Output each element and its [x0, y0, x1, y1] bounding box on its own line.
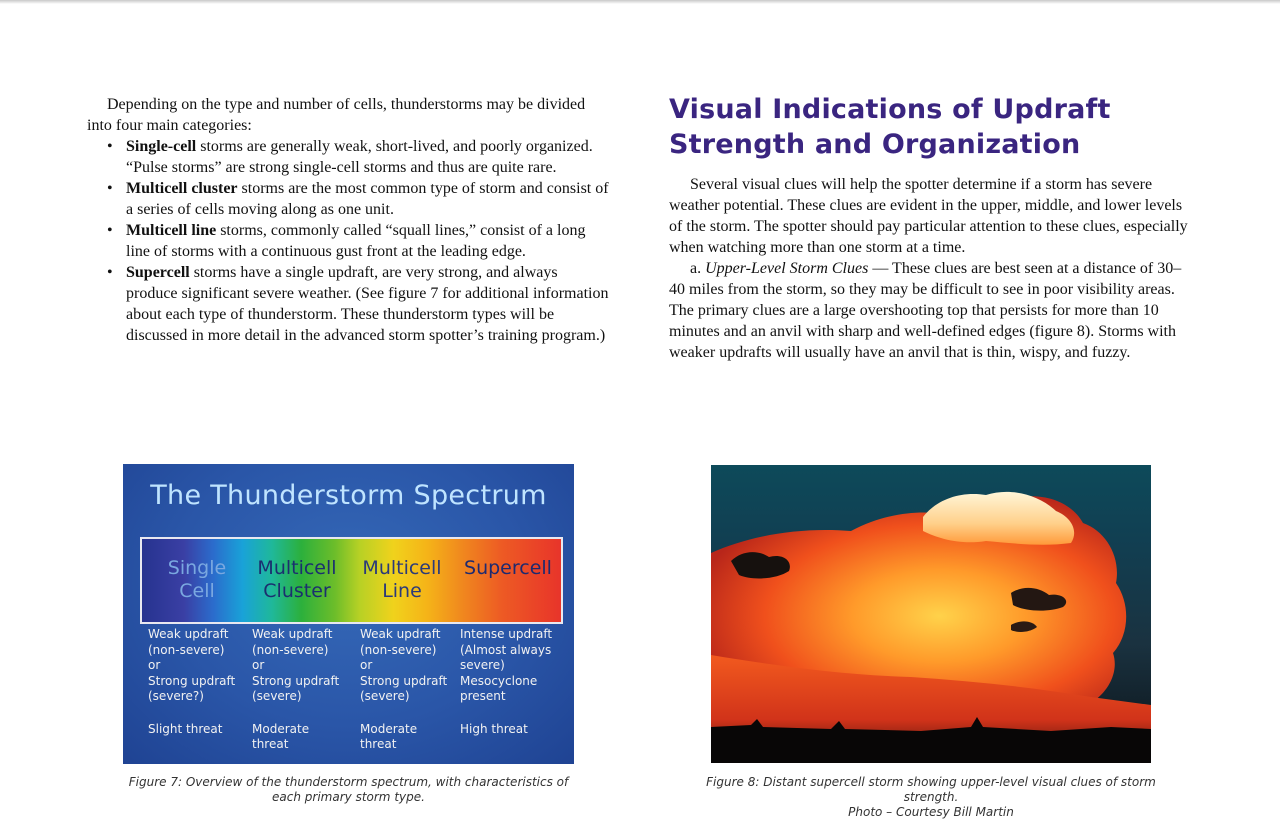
desc-supercell: storms have a single updraft, are very strong, and always produce significant severe weather. (See figure 7 for additional information about each type of thunderstorm. These thunderstorm types will be discussed in more detail in the advanced storm spotter’s training program.) [126, 264, 609, 344]
spectrum-threat-multicell-cluster: Moderate threat [252, 722, 310, 751]
figure-7-thunderstorm-spectrum [123, 464, 574, 764]
figure-7-title: The Thunderstorm Spectrum [150, 480, 547, 511]
page-top-shadow [0, 0, 1280, 4]
term-multicell-cluster: Multicell cluster [126, 180, 238, 197]
figure-8-caption-line-2: Photo – Courtesy Bill Martin [848, 805, 1014, 819]
list-item-multicell-cluster [126, 178, 611, 220]
spectrum-desc-multicell-cluster: Weak updraft (non-severe) or Strong updraft (severe) [252, 627, 340, 703]
spectrum-desc-single-cell: Weak updraft (non-severe) or Strong updraft (severe?) [148, 627, 236, 703]
desc-multicell-line: storms, commonly called “squall lines,” consist of a long line of storms with a continuous gust front at the leading edge. [126, 222, 586, 260]
list-item-single-cell [126, 136, 611, 178]
spectrum-desc-supercell: Intense updraft (Almost always severe) Mesocyclone present [460, 627, 553, 703]
intro-paragraph: Depending on the type and number of cells, thunderstorms may be divided into four main categories: [87, 96, 586, 134]
figure-8-caption [691, 775, 1171, 820]
term-supercell: Supercell [126, 264, 190, 281]
paragraph-upper-level-clues [669, 258, 1193, 363]
upper-level-text: — These clues are best seen at a distance of 30–40 miles from the storm, so they may be difficult to see in poor visibility areas. The primary clues are a large overshooting top that persists for more than 10 minutes and an anvil with sharp and well-defined edges (figure 8). Storms with weaker updrafts will usually have an anvil that is thin, wispy, and fuzzy. [669, 260, 1182, 361]
spectrum-threat-single-cell: Slight threat [148, 722, 223, 736]
upper-level-title: Upper-Level Storm Clues [705, 260, 869, 277]
term-multicell-line: Multicell line [126, 222, 217, 239]
term-single-cell: Single-cell [126, 138, 197, 155]
figure-7-caption: Figure 7: Overview of the thunderstorm spectrum, with characteristics of each primary storm type. [128, 775, 569, 804]
section-heading: Visual Indications of Updraft Strength and Organization [669, 94, 1111, 160]
spectrum-label-supercell: Supercell [464, 557, 552, 579]
spectrum-label-multicell-line: Multicell Line [362, 557, 442, 602]
spectrum-label-single-cell: Single Cell [167, 557, 227, 602]
figure-8-caption-line-1: Figure 8: Distant supercell storm showing upper-level visual clues of storm strength. [706, 775, 1156, 804]
list-item-multicell-line [126, 220, 611, 262]
desc-single-cell: storms are generally weak, short-lived, and poorly organized. “Pulse storms” are strong single-cell storms and thus are quite rare. [126, 138, 593, 176]
left-text-column [87, 94, 611, 346]
right-text-column [669, 92, 1193, 363]
spectrum-desc-multicell-line: Weak updraft (non-severe) or Strong updraft (severe) [360, 627, 448, 703]
storm-category-list [87, 136, 611, 346]
figure-8-supercell-photo [711, 465, 1151, 763]
spectrum-label-multicell-cluster: Multicell Cluster [257, 557, 337, 602]
upper-level-prefix: a. [690, 260, 706, 277]
paragraph-visual-clues: Several visual clues will help the spotter determine if a storm has severe weather potential. These clues are evident in the upper, middle, and lower levels of the storm. The spotter should pay particular attention to these clues, especially when watching more than one storm at a time. [669, 176, 1188, 256]
list-item-supercell [126, 262, 611, 346]
desc-multicell-cluster: storms are the most common type of storm and consist of a series of cells moving along as one unit. [126, 180, 609, 218]
spectrum-threat-supercell: High threat [460, 722, 528, 736]
supercell-photo-illustration [711, 465, 1151, 763]
spectrum-threat-multicell-line: Moderate threat [360, 722, 418, 751]
